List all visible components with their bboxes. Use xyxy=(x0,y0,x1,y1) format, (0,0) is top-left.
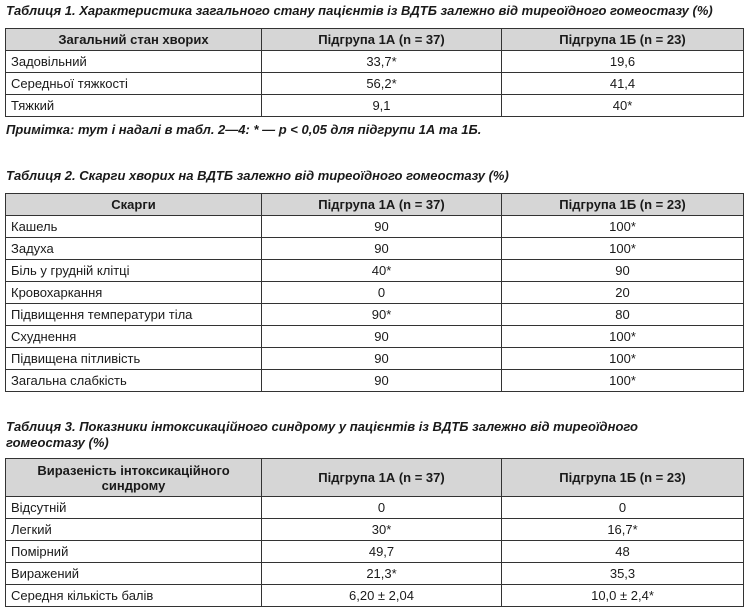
table-cell: 6,20 ± 2,04 xyxy=(262,585,502,607)
table-cell: 90 xyxy=(262,348,502,370)
table-cell: 100* xyxy=(502,348,744,370)
table1-note: Примітка: тут і надалі в табл. 2—4: * — p < 0,05 для підгрупи 1А та 1Б. xyxy=(6,122,482,137)
table-cell: 100* xyxy=(502,216,744,238)
table-row xyxy=(6,370,744,392)
table-row xyxy=(6,238,744,260)
table-cell: 48 xyxy=(502,541,744,563)
table-cell: Задуха xyxy=(6,238,262,260)
table-cell: Середня кількість балів xyxy=(6,585,262,607)
table3-header-row xyxy=(6,459,744,497)
table-cell: 40* xyxy=(502,95,744,117)
table3-header-cell: Виразеність інтоксикаційного синдрому xyxy=(6,459,262,497)
table-row xyxy=(6,95,744,117)
table-cell: Тяжкий xyxy=(6,95,262,117)
table-cell: 90* xyxy=(262,304,502,326)
table2-header-cell: Підгрупа 1Б (n = 23) xyxy=(502,194,744,216)
table-row xyxy=(6,51,744,73)
table-row xyxy=(6,216,744,238)
table1-header-cell: Загальний стан хворих xyxy=(6,29,262,51)
table-cell: Схуднення xyxy=(6,326,262,348)
table-cell: 0 xyxy=(262,282,502,304)
table-cell: 90 xyxy=(262,216,502,238)
table-cell: Задовільний xyxy=(6,51,262,73)
table-cell: Біль у грудній клітці xyxy=(6,260,262,282)
table-cell: Відсутній xyxy=(6,497,262,519)
table-row xyxy=(6,282,744,304)
table-cell: Підвищення температури тіла xyxy=(6,304,262,326)
table-cell: 30* xyxy=(262,519,502,541)
table-cell: Легкий xyxy=(6,519,262,541)
table-cell: 16,7* xyxy=(502,519,744,541)
table-cell: 19,6 xyxy=(502,51,744,73)
table-cell: 100* xyxy=(502,370,744,392)
table-row xyxy=(6,304,744,326)
table-row xyxy=(6,541,744,563)
table-cell: Загальна слабкість xyxy=(6,370,262,392)
table3-header-cell: Підгрупа 1Б (n = 23) xyxy=(502,459,744,497)
table-cell: Помірний xyxy=(6,541,262,563)
table-cell: 0 xyxy=(262,497,502,519)
table-cell: Кашель xyxy=(6,216,262,238)
table2-header-cell: Скарги xyxy=(6,194,262,216)
table3-caption-line2: гомеостазу (%) xyxy=(6,435,109,450)
table1-header-cell: Підгрупа 1А (n = 37) xyxy=(262,29,502,51)
table-cell: 41,4 xyxy=(502,73,744,95)
table-cell: 90 xyxy=(262,370,502,392)
table-row xyxy=(6,326,744,348)
table-cell: Виражений xyxy=(6,563,262,585)
table3-caption-line1: Таблиця 3. Показники інтоксикаційного синдрому у пацієнтів із ВДТБ залежно від тиреоїдного xyxy=(6,419,638,434)
table3-header-cell: Підгрупа 1А (n = 37) xyxy=(262,459,502,497)
table-cell: 56,2* xyxy=(262,73,502,95)
table1-caption: Таблиця 1. Характеристика загального стану пацієнтів із ВДТБ залежно від тиреоїдного гомеостазу (%) xyxy=(6,3,713,18)
table3 xyxy=(5,458,744,607)
table-cell: Кровохаркання xyxy=(6,282,262,304)
table-cell: 80 xyxy=(502,304,744,326)
table-row xyxy=(6,497,744,519)
table2-caption: Таблиця 2. Скарги хворих на ВДТБ залежно від тиреоїдного гомеостазу (%) xyxy=(6,168,509,183)
table-row xyxy=(6,73,744,95)
table-row xyxy=(6,585,744,607)
table-cell: 90 xyxy=(262,238,502,260)
table-cell: 49,7 xyxy=(262,541,502,563)
table-cell: 9,1 xyxy=(262,95,502,117)
table-cell: Підвищена пітливість xyxy=(6,348,262,370)
table1-header-row xyxy=(6,29,744,51)
table-row xyxy=(6,519,744,541)
table-cell: 33,7* xyxy=(262,51,502,73)
table-cell: 40* xyxy=(262,260,502,282)
table-cell: 90 xyxy=(502,260,744,282)
table1 xyxy=(5,28,744,117)
table2-header-row xyxy=(6,194,744,216)
table2-header-cell: Підгрупа 1А (n = 37) xyxy=(262,194,502,216)
table-cell: 90 xyxy=(262,326,502,348)
table2 xyxy=(5,193,744,392)
table-cell: Середньої тяжкості xyxy=(6,73,262,95)
table-cell: 20 xyxy=(502,282,744,304)
table-cell: 21,3* xyxy=(262,563,502,585)
table-cell: 35,3 xyxy=(502,563,744,585)
table-cell: 0 xyxy=(502,497,744,519)
table-row xyxy=(6,260,744,282)
table-row xyxy=(6,563,744,585)
table-row xyxy=(6,348,744,370)
table-cell: 100* xyxy=(502,238,744,260)
table-cell: 100* xyxy=(502,326,744,348)
table1-header-cell: Підгрупа 1Б (n = 23) xyxy=(502,29,744,51)
table-cell: 10,0 ± 2,4* xyxy=(502,585,744,607)
